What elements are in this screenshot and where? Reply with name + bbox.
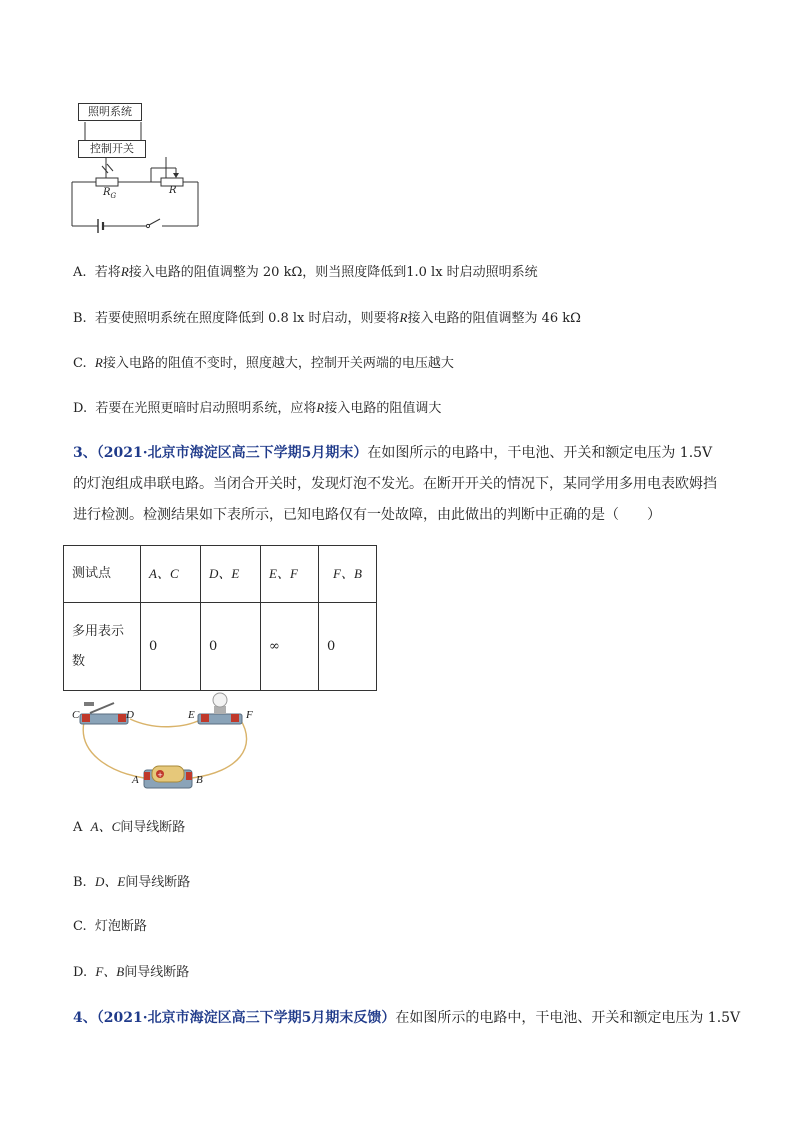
question-4-text: 在如图所示的电路中，干电池、开关和额定电压为 1.5V	[395, 1010, 741, 1026]
question-3-source: （2021·北京市海淀区高三下学期5月期末）	[96, 445, 368, 461]
test-result-table	[63, 545, 377, 691]
option-3b: B. D、E间导线断路	[73, 874, 191, 890]
terminal-label-b: B	[196, 774, 203, 786]
option-2d: D. 若要在光照更暗时启动照明系统，应将R接入电路的阻值调大	[73, 400, 442, 416]
table-header-cell: A、C	[141, 546, 201, 603]
switch-blade	[149, 219, 160, 225]
terminal-label-f: F	[246, 709, 253, 721]
terminal-label-a: A	[132, 774, 139, 786]
table-header-cell: E、F	[261, 546, 319, 603]
question-3-text: 在如图所示的电路中，干电池、开关和额定电压为 1.5V 的灯泡组成串联电路。当闭合开关时，发现灯泡不发光。在断开开关的情况下，某同学用多用电表欧姆挡进行检测。检测结果如下表所示，已知电路仅有一处故障，由此做出的判断中正确的是（ ）	[73, 445, 717, 523]
option-2b: B. 若要使照明系统在照度降低到 0.8 lx 时启动，则要将R接入电路的阻值调整为 46 kΩ	[73, 310, 581, 326]
circuit-diagram-2	[68, 692, 268, 796]
svg-text:+: +	[157, 771, 163, 779]
option-3c: C. 灯泡断路	[73, 919, 147, 934]
option-2c: C. R接入电路的阻值不变时，照度越大，控制开关两端的电压越大	[73, 355, 454, 371]
control-switch-box: 控制开关	[78, 140, 146, 158]
question-4-number: 4、	[73, 1010, 97, 1026]
label-r: R	[169, 185, 177, 196]
table-header-row	[64, 546, 377, 603]
question-4-source: （2021·北京市海淀区高三下学期5月期末反馈）	[96, 1010, 396, 1026]
table-header-cell: D、E	[201, 546, 261, 603]
table-cell: 0	[201, 603, 261, 691]
terminal-label-d: D	[126, 709, 134, 721]
label-rg: $R_G$	[103, 187, 117, 200]
table-cell: 0	[319, 603, 377, 691]
circuit-diagram-1	[66, 98, 206, 238]
terminal-label-e: E	[188, 709, 195, 721]
table-row	[64, 603, 377, 691]
option-3d: D. F、B间导线断路	[73, 964, 190, 980]
question-3-number: 3、	[73, 445, 97, 461]
question-4	[73, 1003, 741, 1034]
circuit-2-drawing	[68, 692, 268, 796]
table-header-cell: F、B	[319, 546, 377, 603]
lightbulb-icon	[213, 693, 227, 707]
option-3a: A A、C间导线断路	[73, 819, 186, 835]
terminal-label-c: C	[72, 709, 80, 721]
table-header-cell: 测试点	[64, 546, 141, 603]
table-cell: ∞	[261, 603, 319, 691]
table-row-label: 多用表示数	[64, 603, 141, 691]
table-cell: 0	[141, 603, 201, 691]
photoresistor	[96, 178, 118, 186]
option-2a: A. 若将R接入电路的阻值调整为 20 kΩ，则当照度降低到1.0 lx 时启动照明系统	[73, 264, 538, 280]
question-3	[73, 438, 725, 531]
lighting-system-box: 照明系统	[78, 103, 142, 121]
